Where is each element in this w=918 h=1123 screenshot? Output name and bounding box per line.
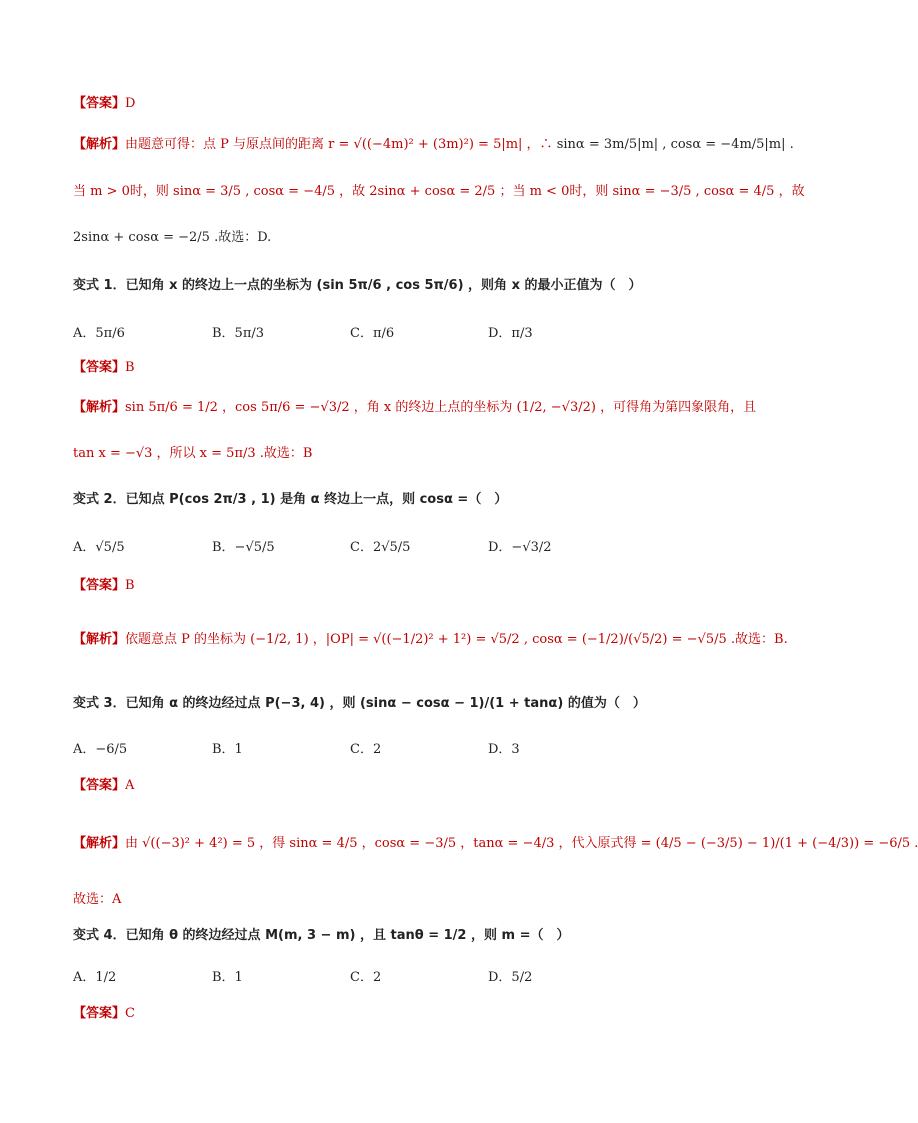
analysis-line-q2-1: [73, 630, 788, 650]
option-d: D．−√3/2: [488, 540, 552, 555]
analysis-text: sin 5π/6 = 1/2 ，cos 5π/6 = −√3/2 ，角 x 的终边上点的坐标为 (1/2, −√3/2) ，可得角为第四象限角，且: [125, 400, 757, 415]
analysis-line-q0-3: [73, 228, 271, 248]
question-title-q2: 变式 2．已知点 P(cos 2π/3 , 1) 是角 α 终边上一点，则 cosα =（ ）: [73, 492, 508, 507]
answer-label: 【答案】: [73, 96, 126, 111]
option-a: A．5π/6: [73, 326, 125, 341]
option-b: B．5π/3: [212, 326, 265, 341]
analysis-line-q3-2: 故选：A: [73, 892, 122, 907]
option-d: D．π/3: [488, 326, 533, 341]
option-b: B．−√5/5: [212, 540, 275, 555]
question-title-q4: 变式 4．已知角 θ 的终边经过点 M(m, 3 − m) ，且 tanθ = 1/2 ，则 m =（ ）: [73, 928, 570, 943]
answer-line-q4: [73, 1004, 135, 1024]
option-d: D．3: [488, 742, 520, 757]
answer-line-q3: [73, 776, 134, 796]
analysis-line-q0-1: [73, 135, 794, 155]
option-d: D．5/2: [488, 970, 533, 985]
answer-value: A: [125, 778, 135, 793]
option-c: C．2√5/5: [350, 540, 411, 555]
option-a: A．1/2: [73, 970, 117, 985]
analysis-label: 【解析】: [73, 400, 126, 415]
answer-label: 【答案】: [73, 1006, 126, 1021]
answer-label: 【答案】: [73, 578, 126, 593]
answer-line-q2: [73, 576, 135, 596]
option-c: C．2: [350, 970, 382, 985]
question-title-q1: 变式 1．已知角 x 的终边上一点的坐标为 (sin 5π/6 , cos 5π/6) ，则角 x 的最小正值为（ ）: [73, 278, 642, 293]
analysis-line-q0-2: 当 m > 0时，则 sinα = 3/5 , cosα = −4/5 ，故 2sinα + cosα = 2/5 ；当 m < 0时，则 sinα = −3/5 , cosα = 4/5 ，故: [73, 184, 805, 199]
answer-value: D: [125, 96, 136, 111]
analysis-text: 由题意可得：点 P 与原点间的距离 r = √((−4m)² + (3m)²) = 5|m| ，∴: [125, 137, 557, 152]
analysis-label: 【解析】: [73, 836, 126, 851]
answer-line-q0: [73, 94, 135, 114]
option-c: C．2: [350, 742, 382, 757]
answer-label: 【答案】: [73, 778, 126, 793]
analysis-text: sinα = 3m/5|m| , cosα = −4m/5|m| .: [556, 137, 794, 152]
analysis-text: 依题意点 P 的坐标为 (−1/2, 1) ，|OP| = √((−1/2)² + 1²) = √5/2 , cosα = (−1/2)/(√5/2) = −√5/5 .故选：B.: [125, 632, 788, 647]
analysis-text: 由 √((−3)² + 4²) = 5 ，得 sinα = 4/5 ，cosα = −3/5 ，tanα = −4/3 ，代入原式得 = (4/5 − (−3/5) − 1)/(1 + (−4/3)) = −6/5 .: [125, 836, 918, 851]
analysis-line-q1-1: [73, 398, 756, 418]
question-title-q3: 变式 3．已知角 α 的终边经过点 P(−3, 4) ，则 (sinα − cosα − 1)/(1 + tanα) 的值为（ ）: [73, 696, 646, 711]
answer-line-q1: [73, 358, 135, 378]
answer-label: 【答案】: [73, 360, 126, 375]
analysis-line-q1-2: tan x = −√3 ，所以 x = 5π/3 .故选：B: [73, 446, 313, 461]
option-b: B．1: [212, 970, 243, 985]
option-a: A．−6/5: [73, 742, 128, 757]
answer-value: B: [125, 360, 135, 375]
answer-value: B: [125, 578, 135, 593]
analysis-label: 【解析】: [73, 632, 126, 647]
analysis-line-q3-1: [73, 834, 918, 854]
answer-value: C: [125, 1006, 135, 1021]
analysis-label: 【解析】: [73, 137, 126, 152]
analysis-text: 2sinα + cosα = −2/5 .故选：D.: [73, 230, 272, 245]
option-a: A．√5/5: [73, 540, 125, 555]
option-b: B．1: [212, 742, 243, 757]
option-c: C．π/6: [350, 326, 395, 341]
